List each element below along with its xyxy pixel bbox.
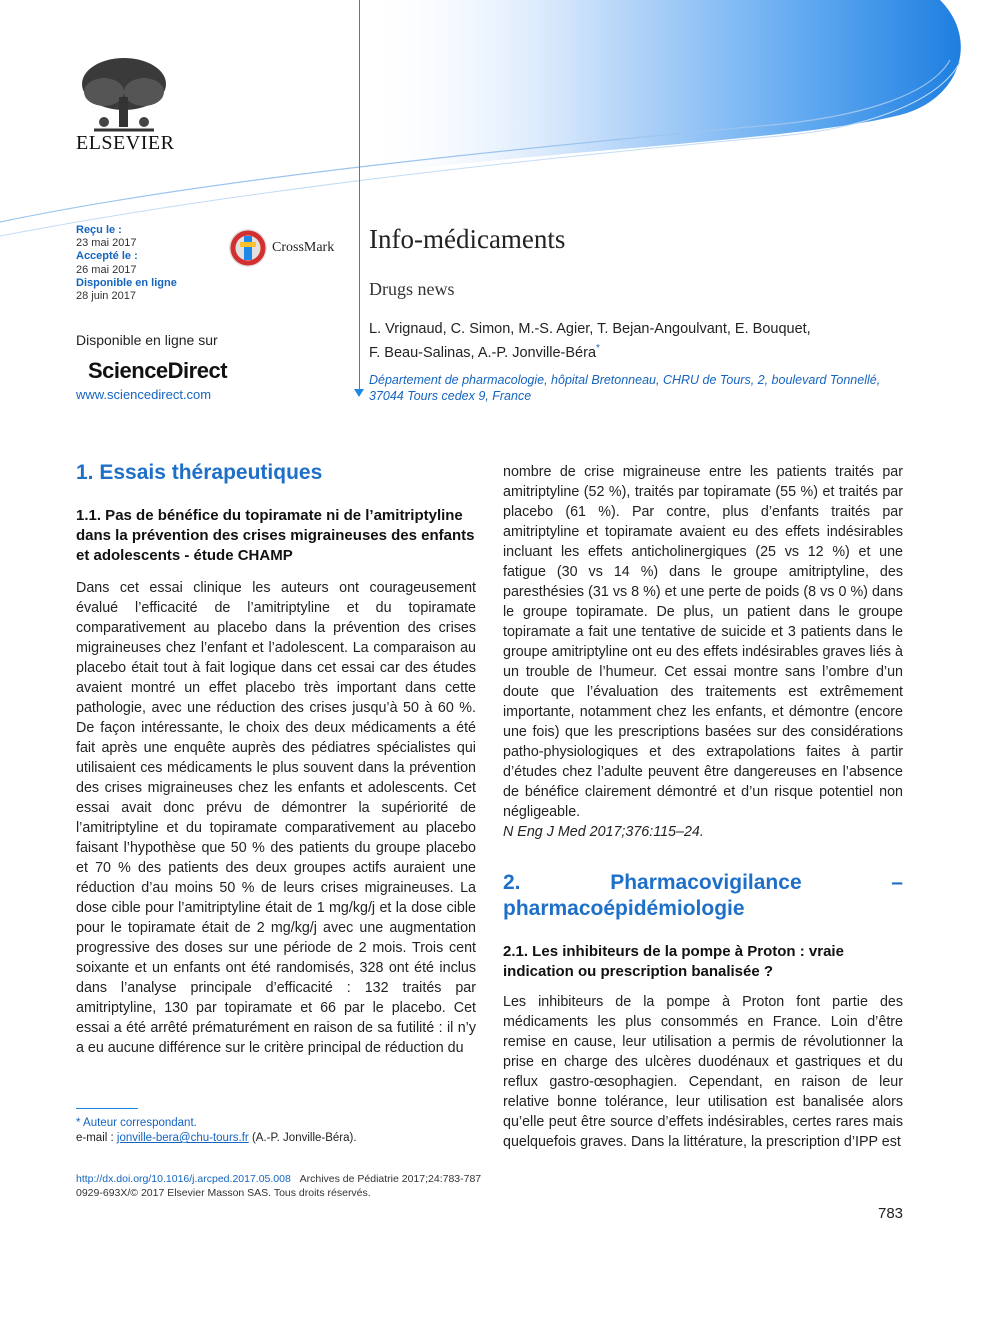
received-label: Reçu le :: [76, 224, 122, 236]
email-label: e-mail :: [76, 1132, 117, 1144]
left-column: [76, 460, 476, 1058]
sciencedirect-logo: ScienceDirect: [88, 358, 228, 383]
subsection-2-1-body: Les inhibiteurs de la pompe à Proton font partie des médicaments les plus consommés en France. Loin d’être remise en cause, leur utilisation a permis de révolutionner la prise en charge des ulcères duodénaux et gastriques et du reflux gastro-œsophagien. Cependant, en raison de leur relative bonne tolérance, leur utilisation est banalisée alors qu’elle peut être source d’effets indésirables, certes rares mais quelquefois graves. Dans la littérature, la prescription d’IPP est: [503, 994, 903, 1150]
received-date: 23 mai 2017: [76, 237, 137, 250]
subsection-1-1-continuation: nombre de crise migraineuse entre les patients traités par amitriptyline (52 %), traités par topiramate (55 %) et traités par placebo (61 %). Par contre, plus d’enfants traités par amitriptyline et topiramate avaient eu des effets indésirables incluant les effets anticholinergiques (25 vs 12 %) et une fatigue (30 vs 14 %) dans le groupe amitriptyline, des paresthésies (31 vs 8 %) et une perte de poids (8 vs 0 %) dans le groupe topiramate. De plus, un patient dans le groupe topiramate a fait une tentative de suicide et 3 patients dans le groupe amitriptyline ont eu des effets indésirables graves liés à un trouble de l’humeur. Cet essai montre sans l’ombre d’un doute que l’évaluation des traitements est extrêmement importante, notamment chez les enfants, et démontre (encore une fois) que les prescriptions basées sur des considérations patho-physiologiques et des extrapolations faites à partir d’études chez l’adulte peuvent être dangereuses en l’absence de bénéfice clairement démontré et d’un risque potentiel non négligeable.: [503, 464, 903, 820]
authors-line-1: L. Vrignaud, C. Simon, M.-S. Agier, T. Bejan-Angoulvant, E. Bouquet,: [369, 321, 811, 337]
affiliation-line-1: Département de pharmacologie, hôpital Bretonneau, CHRU de Tours, 2, boulevard Tonnellé,: [369, 373, 881, 387]
sciencedirect-link[interactable]: www.sciencedirect.com: [76, 387, 212, 402]
right-column: [503, 462, 903, 1152]
subsection-2-1-heading: 2.1. Les inhibiteurs de la pompe à Proton : vraie indication ou prescription banalisée ?: [503, 943, 844, 980]
crossmark-badge[interactable]: [228, 228, 334, 268]
copyright-text: 0929-693X/© 2017 Elsevier Masson SAS. Tous droits réservés.: [76, 1187, 371, 1199]
publisher-name: ELSEVIER: [76, 132, 175, 154]
subsection-1-1-reference: N Eng J Med 2017;376:115–24.: [503, 824, 704, 840]
article-subtitle: Drugs news: [369, 279, 455, 299]
email-link[interactable]: jonville-bera@chu-tours.fr: [116, 1132, 249, 1144]
crossmark-label: CrossMark: [272, 240, 335, 255]
divider-arrow-icon: [354, 389, 364, 397]
email-line: [76, 1131, 357, 1146]
accepted-date: 26 mai 2017: [76, 263, 137, 276]
article-title: Info-médicaments: [369, 224, 566, 254]
corresponding-author-label: * Auteur correspondant.: [76, 1117, 197, 1129]
subsection-1-1-body: Dans cet essai clinique les auteurs ont courageusement évalué l’efficacité de l’amitriptyline et du topiramate comparativement au placebo dans la prévention des crises migraineuses chez l’enfant et l’adolescent. La comparaison au placebo était tout à fait logique dans cet essai car des études avaient montré un effet placebo très important dans cette pathologie, avec une réduction des crises jusqu’à 50 à 60 %. De façon intéressante, le choix des deux médicaments a été fait après une enquête auprès des pédiatres spécialistes qui utilisaient ces médicaments le plus souvent dans la prévention des crises migraineuses chez les enfants et adolescents. Cet essai avait donc prévu de démontrer la supériorité de l’amitriptyline et du topiramate comparativement au placebo faisant l’hypothèse que 50 % des patients du groupe placebo et 70 % des patients des deux groupes actifs auraient une réduction d’au moins 50 % de leurs crises migraineuses. La dose cible pour l’amitriptyline était de 1 mg/kg/j et la dose cible pour le topiramate était de 2 mg/kg/j avec une augmentation progressive des doses sur une période de 2 mois. Trois cent soixante et un enfants ont été randomisés, 328 ont été inclus dans l’analyse principale d’efficacité : 132 traités par amitriptyline, 130 par topiramate et 66 par le placebo. Cet essai a été arrêté prématurément en raison de sa futilité : il n’y a eu aucune différence sur le critère principal de réduction du: [76, 580, 476, 1056]
article-dates: [76, 224, 177, 303]
footer-line-1: [76, 1172, 481, 1186]
doi-link[interactable]: http://dx.doi.org/10.1016/j.arcped.2017.05.008: [76, 1173, 291, 1185]
footnote: [76, 1116, 357, 1146]
authors-line-2: [369, 339, 909, 363]
online-label: Disponible en ligne: [76, 276, 177, 289]
subsection-1-1-heading: 1.1. Pas de bénéfice du topiramate ni de l’amitriptyline dans la prévention des crises migraineuses des enfants et adolescents - étude CHAMP: [76, 507, 475, 564]
page-footer: [76, 1172, 481, 1200]
author-affiliation: [369, 372, 909, 404]
crossmark-icon: [228, 228, 268, 268]
online-date: 28 juin 2017: [76, 290, 136, 303]
footnote-rule: [76, 1108, 138, 1109]
page-number: 783: [878, 1205, 904, 1222]
corresponding-author-mark[interactable]: *: [596, 343, 600, 354]
section-1-heading: 1. Essais thérapeutiques: [76, 461, 323, 484]
accepted-label: Accepté le :: [76, 250, 138, 263]
author-list: [369, 320, 909, 363]
journal-citation: Archives de Pédiatrie 2017;24:783-787: [299, 1173, 482, 1185]
header-divider-line: [359, 0, 360, 395]
section-2-heading: 2. Pharmacovigilance – pharmacoépidémiologie: [503, 871, 903, 920]
availability-text: Disponible en ligne sur: [76, 332, 218, 348]
authors-line-2-text: F. Beau-Salinas, A.-P. Jonville-Béra: [369, 344, 597, 361]
affiliation-line-2: 37044 Tours cedex 9, France: [369, 389, 532, 403]
email-owner: (A.-P. Jonville-Béra).: [248, 1132, 357, 1144]
